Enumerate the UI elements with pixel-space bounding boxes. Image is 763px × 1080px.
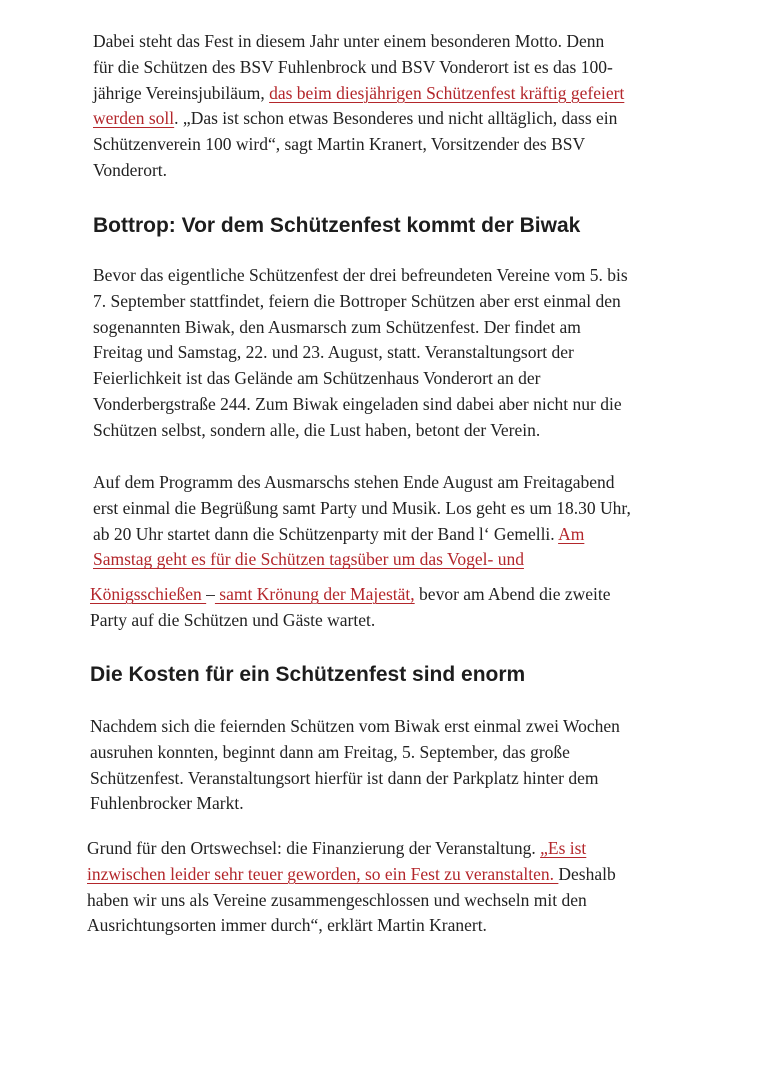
text-line: 7. September stattfindet, feiern die Bottroper Schützen aber erst einmal den	[93, 290, 621, 311]
text-line: Vonderbergstraße 244. Zum Biwak eingeladen sind dabei aber nicht nur die	[93, 393, 622, 414]
text-line	[93, 547, 631, 573]
text-line: Fuhlenbrocker Markt.	[90, 793, 244, 814]
text-line: erst einmal die Begrüßung samt Party und Musik. Los geht es um 18.30 Uhr,	[93, 497, 631, 518]
text-line: ausruhen konnten, beginnt dann am Freitag, 5. September, das große	[90, 741, 570, 762]
text-segment: jährige Vereinsjubiläum,	[93, 82, 270, 103]
text-line: Dabei steht das Fest in diesem Jahr unter einem besonderen Motto. Denn	[93, 31, 605, 51]
text-line	[87, 862, 616, 888]
text-line: sogenannten Biwak, den Ausmarsch zum Schützenfest. Der findet am	[93, 316, 581, 337]
text-segment: ab 20 Uhr startet dann die Schützenparty mit der Band l‘ Gemelli.	[93, 523, 559, 544]
text-segment: Deshalb	[558, 863, 616, 884]
text-line: Auf dem Programm des Ausmarschs stehen Ende August am Freitagabend	[93, 472, 615, 492]
paragraph-programm-cont	[90, 582, 611, 634]
text-line: Party auf die Schützen und Gäste wartet.	[90, 609, 376, 630]
text-segment: . „Das ist schon etwas Besonderes und nicht alltäglich, dass ein	[174, 108, 618, 129]
paragraph-motto	[93, 29, 624, 184]
text-line	[93, 522, 631, 548]
text-segment: Grund für den Ortswechsel: die Finanzierung der Veranstaltung.	[87, 838, 541, 858]
section-heading-biwak: Bottrop: Vor dem Schützenfest kommt der Biwak	[93, 214, 581, 237]
text-line: Nachdem sich die feiernden Schützen vom Biwak erst einmal zwei Wochen	[90, 716, 620, 736]
paragraph-ortswechsel	[87, 836, 616, 939]
text-segment: bevor am Abend die zweite	[414, 584, 611, 604]
text-line: Freitag und Samstag, 22. und 23. August, statt. Veranstaltungsort der	[93, 342, 574, 363]
dash-text: –	[206, 584, 215, 604]
paragraph-biwak	[93, 263, 628, 444]
text-line	[93, 106, 624, 132]
text-line: Feierlichkeit ist das Gelände am Schützenhaus Vonderort an der	[93, 368, 541, 389]
article-link-jubilaeum-cont[interactable]: werden soll	[93, 108, 175, 129]
article-link-jubilaeum[interactable]: das beim diesjährigen Schützenfest kräftig gefeiert	[269, 82, 625, 103]
text-line: haben wir uns als Vereine zusammengeschlossen und wechseln mit den	[87, 889, 587, 910]
article-link-koenigsschiessen[interactable]: Königsschießen	[90, 584, 207, 604]
article-link-samstag[interactable]: Am	[558, 523, 585, 544]
article-link-kosten[interactable]: „Es ist	[540, 838, 587, 858]
paragraph-programm	[93, 470, 631, 573]
text-line	[93, 81, 624, 107]
text-line	[90, 582, 611, 608]
article-link-kosten-cont[interactable]: inzwischen leider sehr teuer geworden, so ein Fest zu veranstalten.	[87, 863, 559, 884]
text-line: Bevor das eigentliche Schützenfest der drei befreundeten Vereine vom 5. bis	[93, 265, 628, 285]
text-line: Schützen selbst, sondern alle, die Lust haben, betont der Verein.	[93, 419, 541, 440]
text-line: Schützenfest. Veranstaltungsort hierfür ist dann der Parkplatz hinter dem	[90, 767, 599, 788]
paragraph-schuetzenfest	[90, 714, 620, 817]
article-link-samstag-cont[interactable]: Samstag geht es für die Schützen tagsüber um das Vogel- und	[93, 549, 524, 570]
section-heading-kosten: Die Kosten für ein Schützenfest sind enorm	[90, 663, 526, 686]
text-line	[87, 836, 616, 862]
article-link-kroenung[interactable]: samt Krönung der Majestät,	[214, 584, 415, 604]
text-line: für die Schützen des BSV Fuhlenbrock und BSV Vonderort ist es das 100-	[93, 56, 613, 77]
text-line: Vonderort.	[93, 159, 168, 180]
text-line: Schützenverein 100 wird“, sagt Martin Kranert, Vorsitzender des BSV	[93, 134, 586, 155]
text-line: Ausrichtungsorten immer durch“, erklärt Martin Kranert.	[87, 915, 487, 936]
